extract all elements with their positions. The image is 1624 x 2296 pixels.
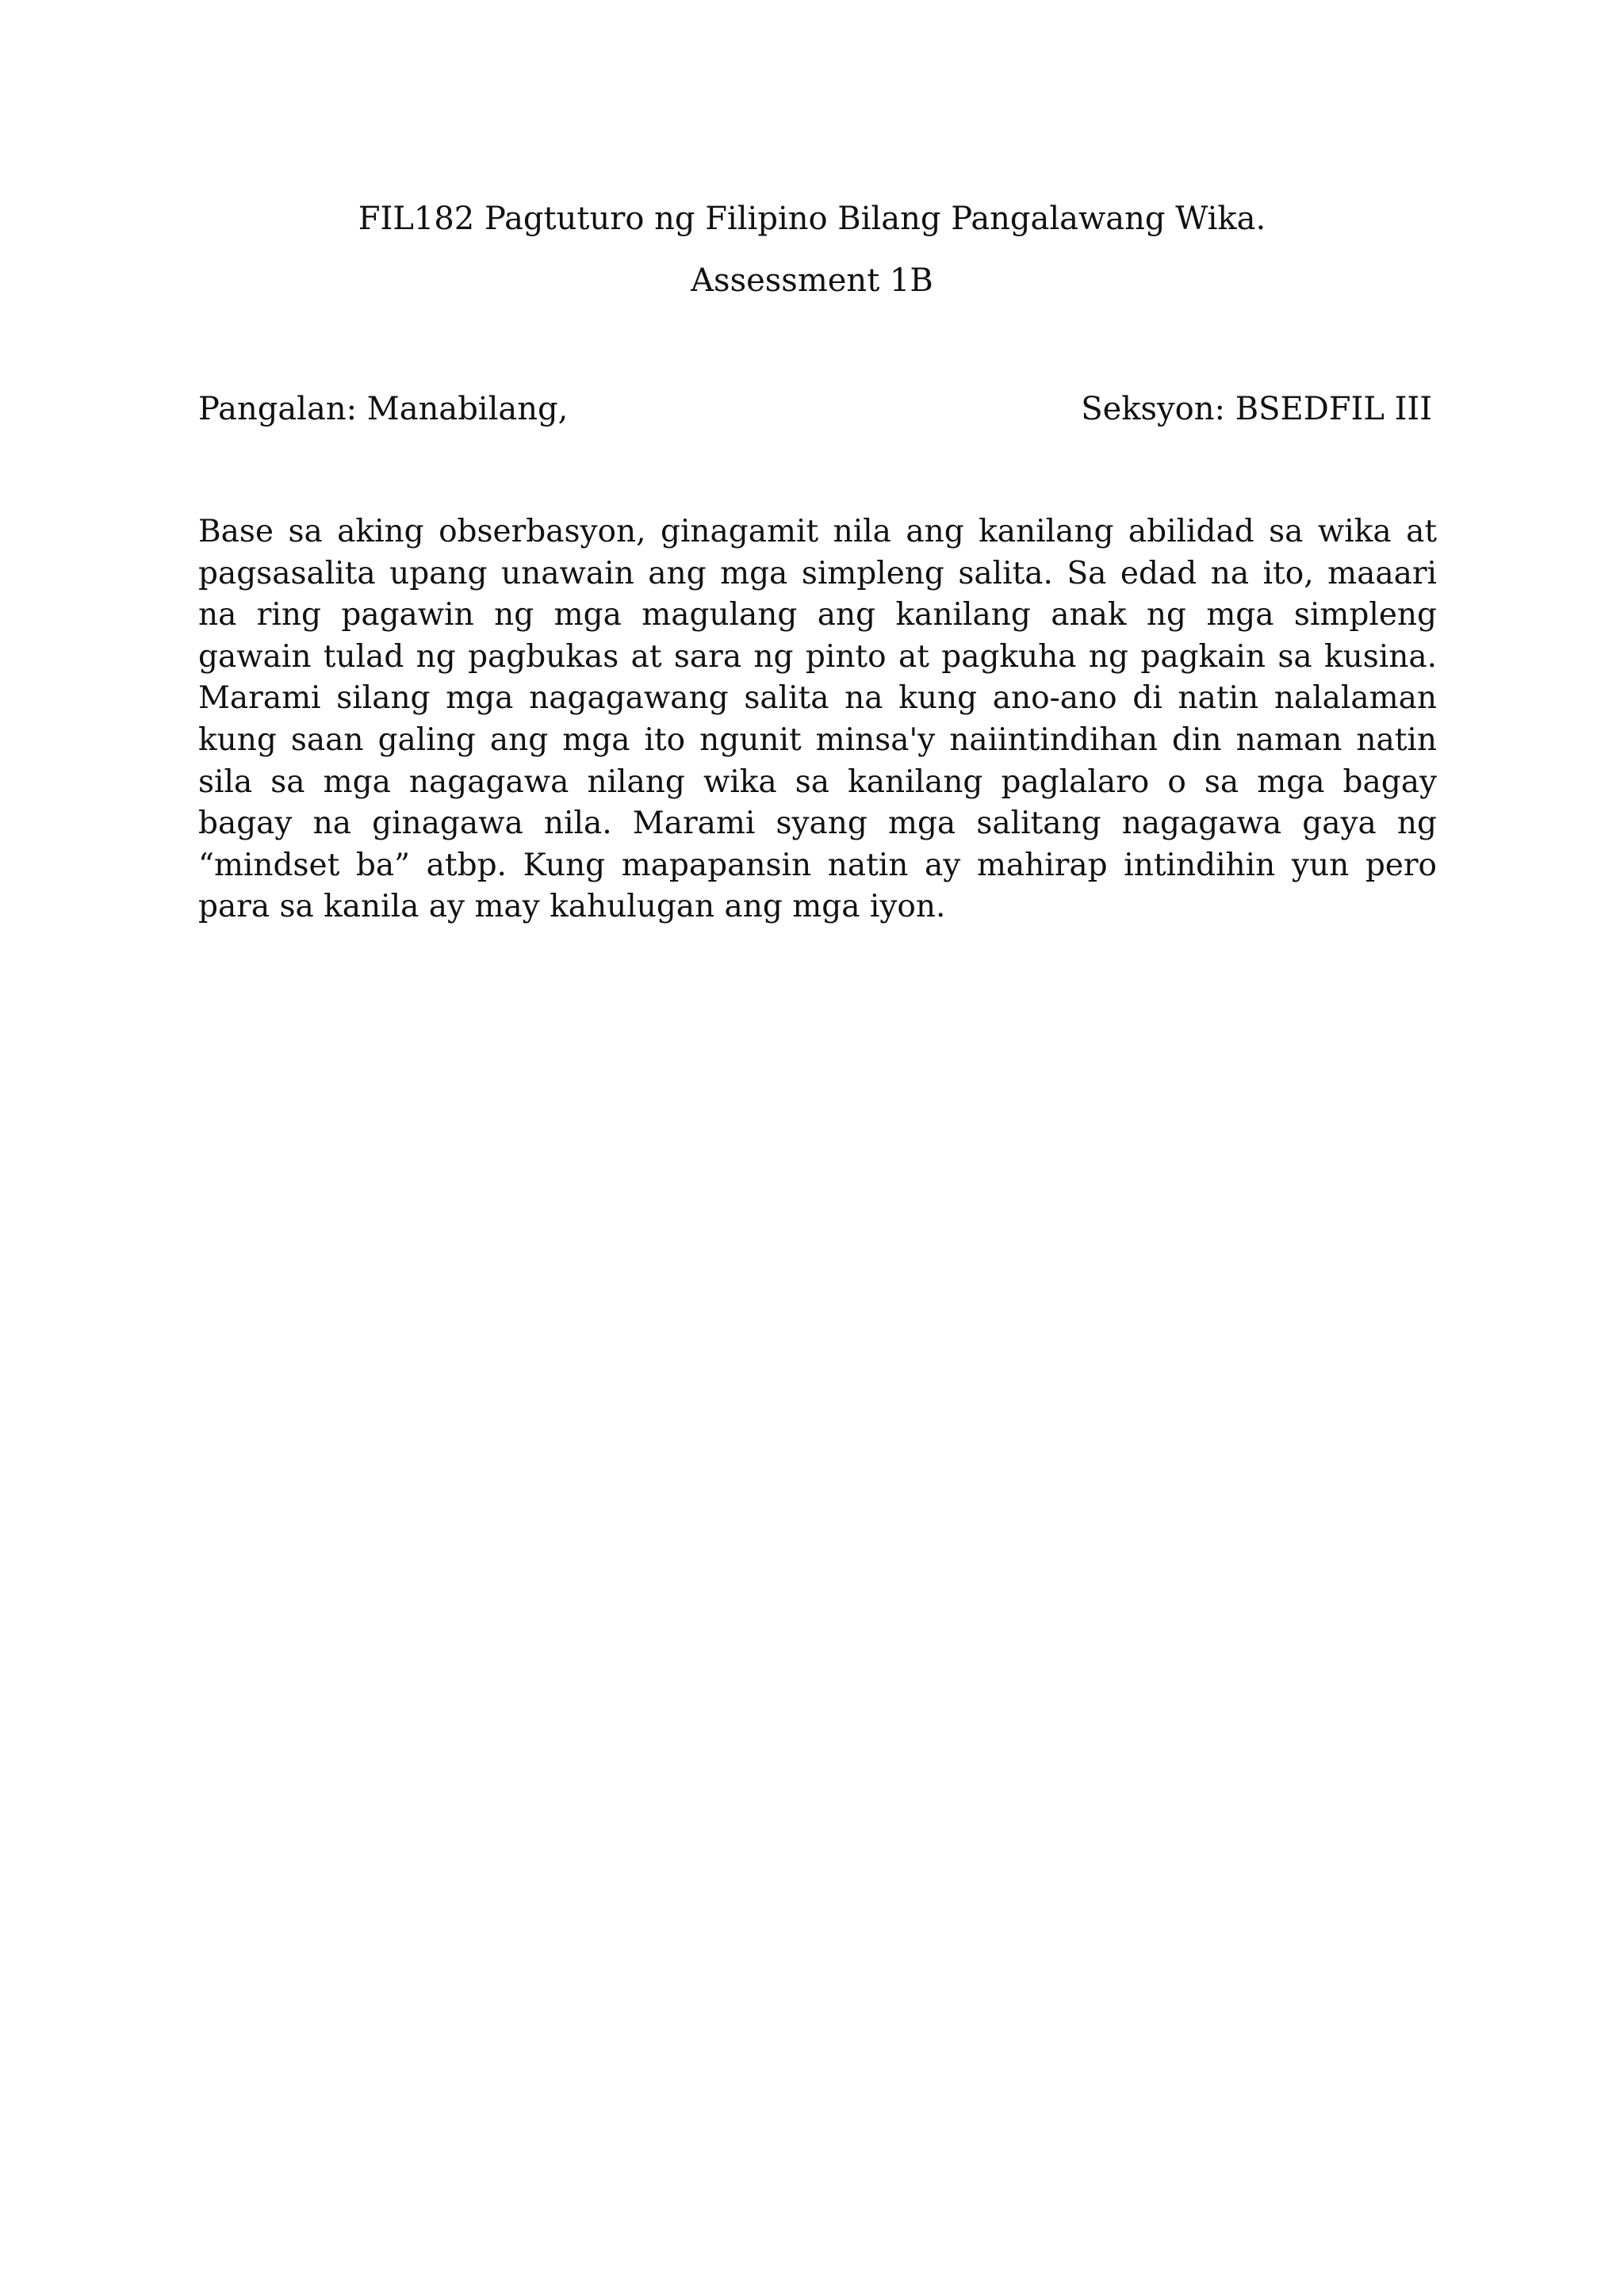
course-title: FIL182 Pagtuturo ng Filipino Bilang Pangalawang Wika. bbox=[358, 201, 1266, 237]
student-name: Pangalan: Manabilang, bbox=[198, 391, 569, 427]
student-info-row bbox=[198, 387, 1432, 431]
student-section: Seksyon: BSEDFIL III bbox=[1081, 391, 1432, 427]
assessment-title: Assessment 1B bbox=[691, 262, 933, 299]
observation-paragraph: Base sa aking obserbasyon, ginagamit nila ang kanilang abilidad sa wika at pagsasalita upang unawain ang mga simpleng salita. Sa edad na ito, maaari na ring pagawin ng mga magulang ang kanilang anak ng mga simpleng gawain tulad ng pagbukas at sara ng pinto at pagkuha ng pagkain sa kusina. Marami silang mga nagagawang salita na kung ano-ano di natin nalalaman kung saan galing ang mga ito ngunit minsa'y naiintindihan din naman natin sila sa mga nagagawa nilang wika sa kanilang paglalaro o sa mga bagay bagay na ginagawa nila. Marami syang mga salitang nagagawa gaya ng “mindset ba” atbp. Kung mapapansin natin ay mahirap intindihin yun pero para sa kanila ay may kahulugan ang mga iyon. bbox=[198, 514, 1437, 925]
